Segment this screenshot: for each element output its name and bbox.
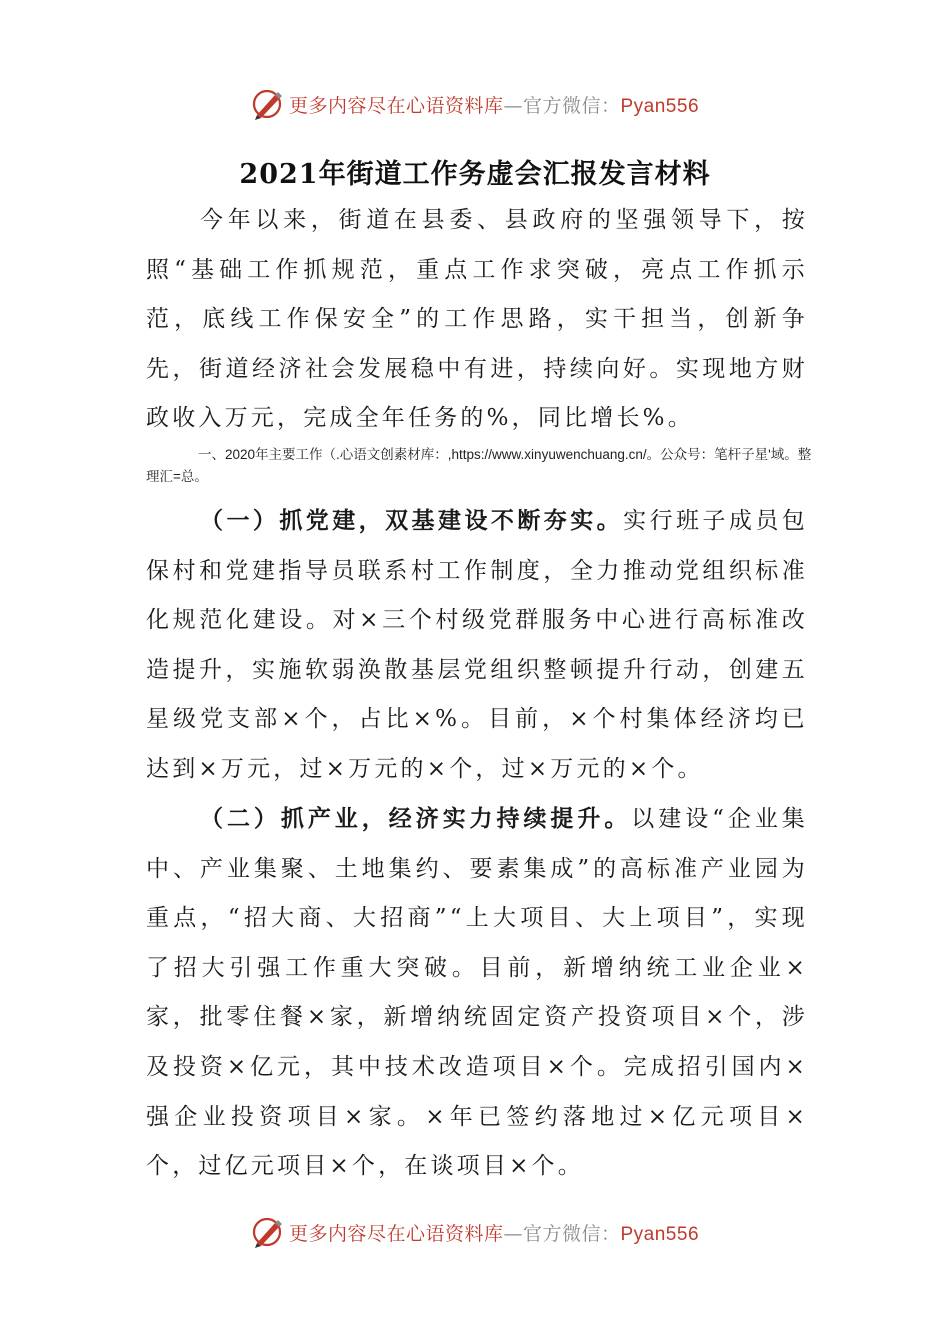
banner-text xyxy=(289,1219,699,1246)
document-title: 2021年街道工作务虚会汇报发言材料 xyxy=(239,159,711,190)
section-body-2: 以建设“企业集中、产业集聚、土地集约、要素集成”的高标准产业园为重点，“招大商、大招商”“上大项目、大上项目”，实现了招大引强工作重大突破。目前，新增纳统工业企业×家，批零住餐×家，新增纳统固定资产投资项目×个，涉及投资×亿元，其中技术改造项目×个。完成招引国内×强企业投资项目×家。×年已签约落地过×亿元项目×个，过亿元项目×个，在谈项目×个。 xyxy=(146,806,808,1180)
banner-wechat-id: Pyan556 xyxy=(620,1223,700,1245)
banner-text xyxy=(289,91,699,118)
section-paragraph-1 xyxy=(146,496,808,795)
section-heading-1: （一）抓党建，双基建设不断夯实。 xyxy=(200,507,624,534)
section-body-1: 实行班子成员包保村和党建指导员联系村工作制度，全力推动党组织标准化规范化建设。对×三个村级党群服务中心进行高标准改造提升，实施软弱涣散基层党组织整顿提升行动，创建五星级党支部×个，占比×%。目前，×个村集体经济均已达到×万元，过×万元的×个，过×万元的×个。 xyxy=(146,508,808,782)
banner-red-text: 更多内容尽在心语资料库 xyxy=(288,1222,504,1245)
pen-logo-icon xyxy=(251,87,285,121)
intro-paragraph: 今年以来，街道在县委、县政府的坚强领导下，按照“基础工作抓规范，重点工作求突破，亮点工作抓示范，底线工作保安全”的工作思路，实干担当，创新争先，街道经济社会发展稳中有进，持续向好。实现地方财政收入万元，完成全年任务的%，同比增长%。 xyxy=(146,207,808,432)
banner-gray-text: —官方微信： xyxy=(503,94,621,117)
section-paragraph-2 xyxy=(146,794,808,1192)
section-note: 一、2020年主要工作（.心语文创素材库：,https://www.xinyuwenchuang.cn/。公众号：笔杆子星'域。整理汇=总。 xyxy=(146,447,812,484)
banner-wechat-id: Pyan556 xyxy=(620,95,700,117)
header-banner xyxy=(0,84,950,124)
pen-logo-icon xyxy=(251,1215,285,1249)
banner-red-text: 更多内容尽在心语资料库 xyxy=(288,94,504,117)
banner-gray-text: —官方微信： xyxy=(503,1222,621,1245)
section-heading-2: （二）抓产业，经济实力持续提升。 xyxy=(200,805,632,832)
footer-banner xyxy=(0,1212,950,1252)
